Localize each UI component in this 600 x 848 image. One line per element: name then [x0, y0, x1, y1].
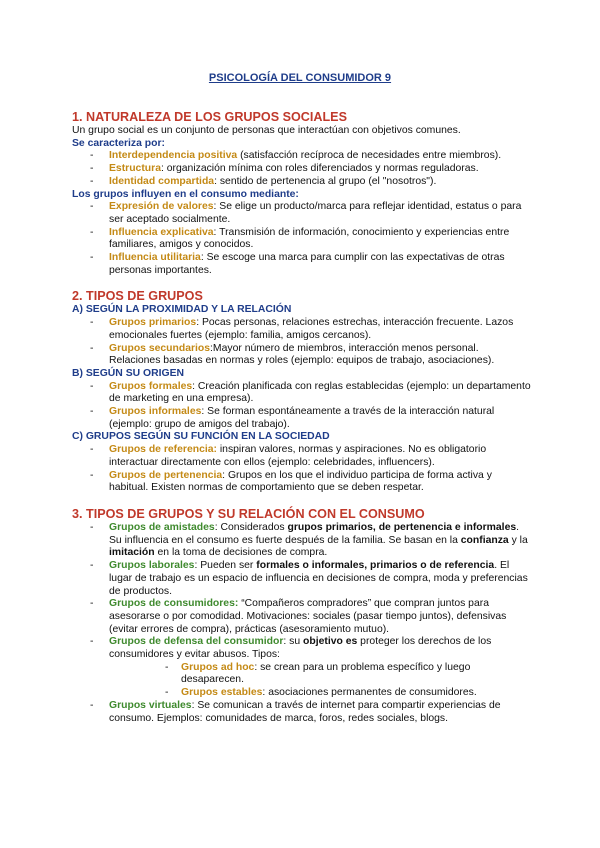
description: : Grupos en los que el individuo participa de forma activa y habitual. Existen normas de comportamiento que se deben respetar. [109, 469, 492, 494]
influence-label: Los grupos influyen en el consumo mediante: [72, 188, 299, 200]
term: Influencia explicativa [109, 226, 214, 238]
term: Grupos de consumidores: [109, 598, 239, 610]
list-item [109, 662, 532, 687]
description: proteger los derechos de los consumidores y evitar abusos. Tipos: [109, 636, 492, 661]
description: : Considerados [214, 521, 288, 533]
list-item [72, 252, 532, 277]
subsection-a-heading: A) SEGÚN LA PROXIMIDAD Y LA RELACIÓN [72, 304, 292, 316]
description: : Pocas personas, relaciones estrechas, interacción frecuente. Lazos emocionales fuertes (ejemplo: familia, amigos cercanos). [109, 317, 514, 341]
emphasis: grupos primarios, de pertenencia e informales [287, 521, 517, 533]
description: . Su influencia en el consumo es fuerte después de la familia. Se basan en la [109, 521, 520, 546]
page-title: PSICOLOGÍA DEL CONSUMIDOR 9 [208, 72, 392, 84]
consumption-groups-list [72, 522, 532, 725]
sub-list [109, 662, 532, 700]
subsection-b-heading: B) SEGÚN SU ORIGEN [72, 367, 184, 379]
description: : Pueden ser [194, 560, 257, 572]
list-item [72, 444, 532, 469]
list-item [72, 560, 532, 598]
origin-list [72, 381, 532, 432]
list-item [72, 317, 532, 342]
term: Grupos estables [181, 687, 263, 699]
list-item [72, 201, 532, 226]
function-list [72, 444, 532, 495]
subsection-c-heading: C) GRUPOS SEGÚN SU FUNCIÓN EN LA SOCIEDAD [72, 431, 330, 443]
term: Influencia utilitaria [109, 252, 201, 264]
term: Grupos informales [109, 406, 202, 418]
term: Interdependencia positiva [109, 150, 238, 162]
term: Estructura [109, 163, 161, 175]
description: : su [283, 636, 304, 648]
emphasis: objetivo es [303, 636, 358, 648]
list-item [72, 636, 532, 700]
description: :Mayor número de miembros, interacción menos personal. Relaciones basadas en normas y roles (ejemplo: equipos de trabajo, asociaciones). [109, 342, 495, 367]
list-item [72, 163, 532, 176]
description: y la [508, 534, 528, 546]
description: : organización mínima con roles diferenciados y normas reguladoras. [160, 163, 479, 175]
list-item [72, 227, 532, 252]
section-3-heading: 3. TIPOS DE GRUPOS Y SU RELACIÓN CON EL CONSUMO [72, 506, 425, 521]
emphasis: formales o informales, primarios o de referencia [256, 560, 495, 572]
term: Grupos laborales [109, 560, 195, 572]
term: Grupos formales [109, 380, 193, 392]
term: Grupos de amistades [109, 521, 215, 533]
list-item [72, 343, 532, 368]
description: : Se escoge una marca para cumplir con las expectativas de otras personas importantes. [109, 252, 505, 276]
proximity-list [72, 317, 532, 368]
description: : se crean para un problema específico y luego desaparecen. [181, 661, 471, 686]
description: : Transmisión de información, conocimiento y experiencias entre familiares, amigos y conocidos. [109, 226, 510, 251]
description: : Creación planificada con reglas establecidas (ejemplo: un departamento de marketing en una empresa). [109, 380, 531, 405]
emphasis: confianza [460, 534, 509, 546]
section-2-heading: 2. TIPOS DE GRUPOS [72, 289, 203, 304]
document-body [72, 110, 532, 725]
term: Grupos primarios [109, 317, 197, 329]
description: inspiran valores, normas y aspiraciones. No es obligatorio interactuar directamente con ellos (ejemplo: celebridades, influencers). [109, 444, 487, 468]
term: Expresión de valores [109, 201, 214, 213]
term: Grupos virtuales [109, 699, 192, 711]
characteristics-list [72, 150, 532, 188]
description: (satisfacción recíproca de necesidades entre miembros). [237, 150, 502, 162]
term: Grupos de referencia: [109, 444, 217, 456]
description: : sentido de pertenencia al grupo (el "nosotros"). [214, 175, 437, 187]
term: Grupos ad hoc [181, 661, 255, 673]
description: : Se comunican a través de internet para compartir experiencias de consumo. Ejemplos: comunidades de marca, foros, redes sociales, blogs. [109, 699, 501, 724]
description: . El lugar de trabajo es un espacio de influencia en decisiones de compra, moda y preferencias de productos. [109, 560, 528, 597]
term: Identidad compartida [109, 175, 215, 187]
emphasis: imitación [109, 547, 155, 559]
list-item [72, 522, 532, 560]
list-item [72, 598, 532, 636]
section-1-intro: Un grupo social es un conjunto de personas que interactúan con objetivos comunes. [72, 125, 461, 136]
influence-list [72, 201, 532, 277]
description: “Compañeros compradores” que compran juntos para asesorarse o por comodidad. Motivaciones: sociales (pasar tiempo juntos), defensivas (evitar errores de compra), prácticas (asesoramiento mutuo). [109, 598, 507, 635]
description: en la toma de decisiones de compra. [154, 547, 328, 559]
list-item [72, 150, 532, 163]
list-item [72, 406, 532, 431]
description: : Se elige un producto/marca para reflejar identidad, estatus o para ser aceptado socialmente. [109, 201, 522, 225]
term: Grupos de pertenencia [109, 469, 223, 481]
list-item [109, 687, 532, 700]
description: : Se forman espontáneamente a través de la interacción natural (ejemplo: grupo de amigos del trabajo). [109, 406, 495, 430]
characteristics-label: Se caracteriza por: [72, 137, 165, 149]
list-item [72, 470, 532, 495]
term: Grupos secundarios [109, 342, 211, 354]
list-item [72, 700, 532, 725]
list-item [72, 176, 532, 189]
description: : asociaciones permanentes de consumidores. [262, 687, 477, 699]
list-item [72, 381, 532, 406]
section-1-heading: 1. NATURALEZA DE LOS GRUPOS SOCIALES [72, 110, 347, 124]
term: Grupos de defensa del consumidor [109, 636, 284, 648]
